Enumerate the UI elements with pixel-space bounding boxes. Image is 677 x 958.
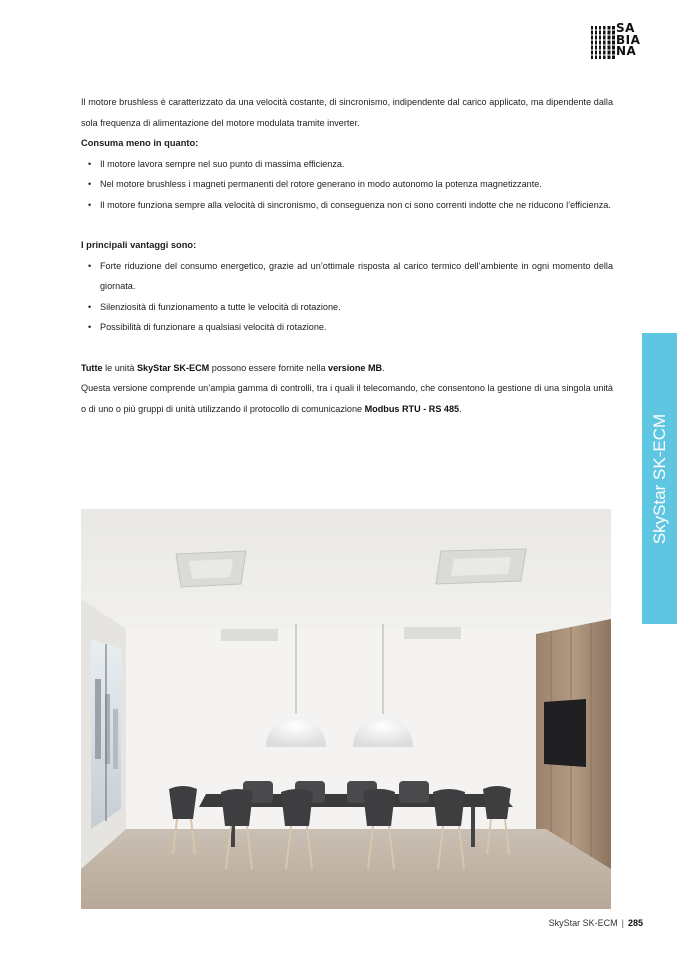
sabiana-logo: [591, 21, 651, 62]
bullet-list-advantages: [81, 256, 613, 338]
page-footer: [549, 918, 643, 928]
list-item: • Forte riduzione del consumo energetico, grazie ad un’ottimale risposta al carico termico dell’ambiente in ogni momento della giornata.: [81, 256, 613, 297]
version-description-paragraph: Questa versione comprende un’ampia gamma di controlli, tra i quali il telecomando, che consentono la gestione di una singola unità o di uno o più gruppi di unità utilizzando il protocollo di comunicazione Modbus RTU - RS 485.: [81, 383, 613, 414]
list-item: • Il motore lavora sempre nel suo punto di massima efficienza.: [81, 154, 613, 175]
list-item: • Il motore funziona sempre alla velocità di sincronismo, di conseguenza non ci sono correnti indotte che ne riducono l’efficienza.: [81, 195, 613, 216]
heading-consuma-meno: Consuma meno in quanto:: [81, 138, 199, 148]
bullet-list-consumption: [81, 154, 613, 216]
side-tab-label: SkyStar SK-ECM: [649, 413, 669, 544]
list-item: • Nel motore brushless i magneti permanenti del rotore generano in modo autonomo la potenza magnetizzante.: [81, 174, 613, 195]
page-number: 285: [627, 918, 643, 928]
list-item: • Silenziosità di funzionamento a tutte le velocità di rotazione.: [81, 297, 613, 318]
heading-vantaggi: I principali vantaggi sono:: [81, 240, 197, 250]
footer-section-label: SkyStar SK-ECM: [548, 918, 618, 928]
intro-paragraph: Il motore brushless è caratterizzato da una velocità costante, di sincronismo, indipendente dal carico applicato, ma dipendente dalla sola frequenza di alimentazione del motore modulata tramite inverter.: [81, 97, 613, 128]
logo-wordmark: SA BIA NA: [616, 21, 641, 58]
meeting-room-photo: [81, 509, 611, 909]
logo-stripes-icon: [591, 26, 615, 59]
body-text: [81, 92, 613, 419]
section-side-tab: [642, 333, 677, 624]
list-item: • Possibilità di funzionare a qualsiasi velocità di rotazione.: [81, 317, 613, 338]
footer-separator: |: [621, 918, 624, 928]
meeting-room-illustration: [81, 509, 611, 909]
mb-version-paragraph: Tutte le unità SkyStar SK-ECM possono essere fornite nella versione MB.: [81, 362, 385, 373]
